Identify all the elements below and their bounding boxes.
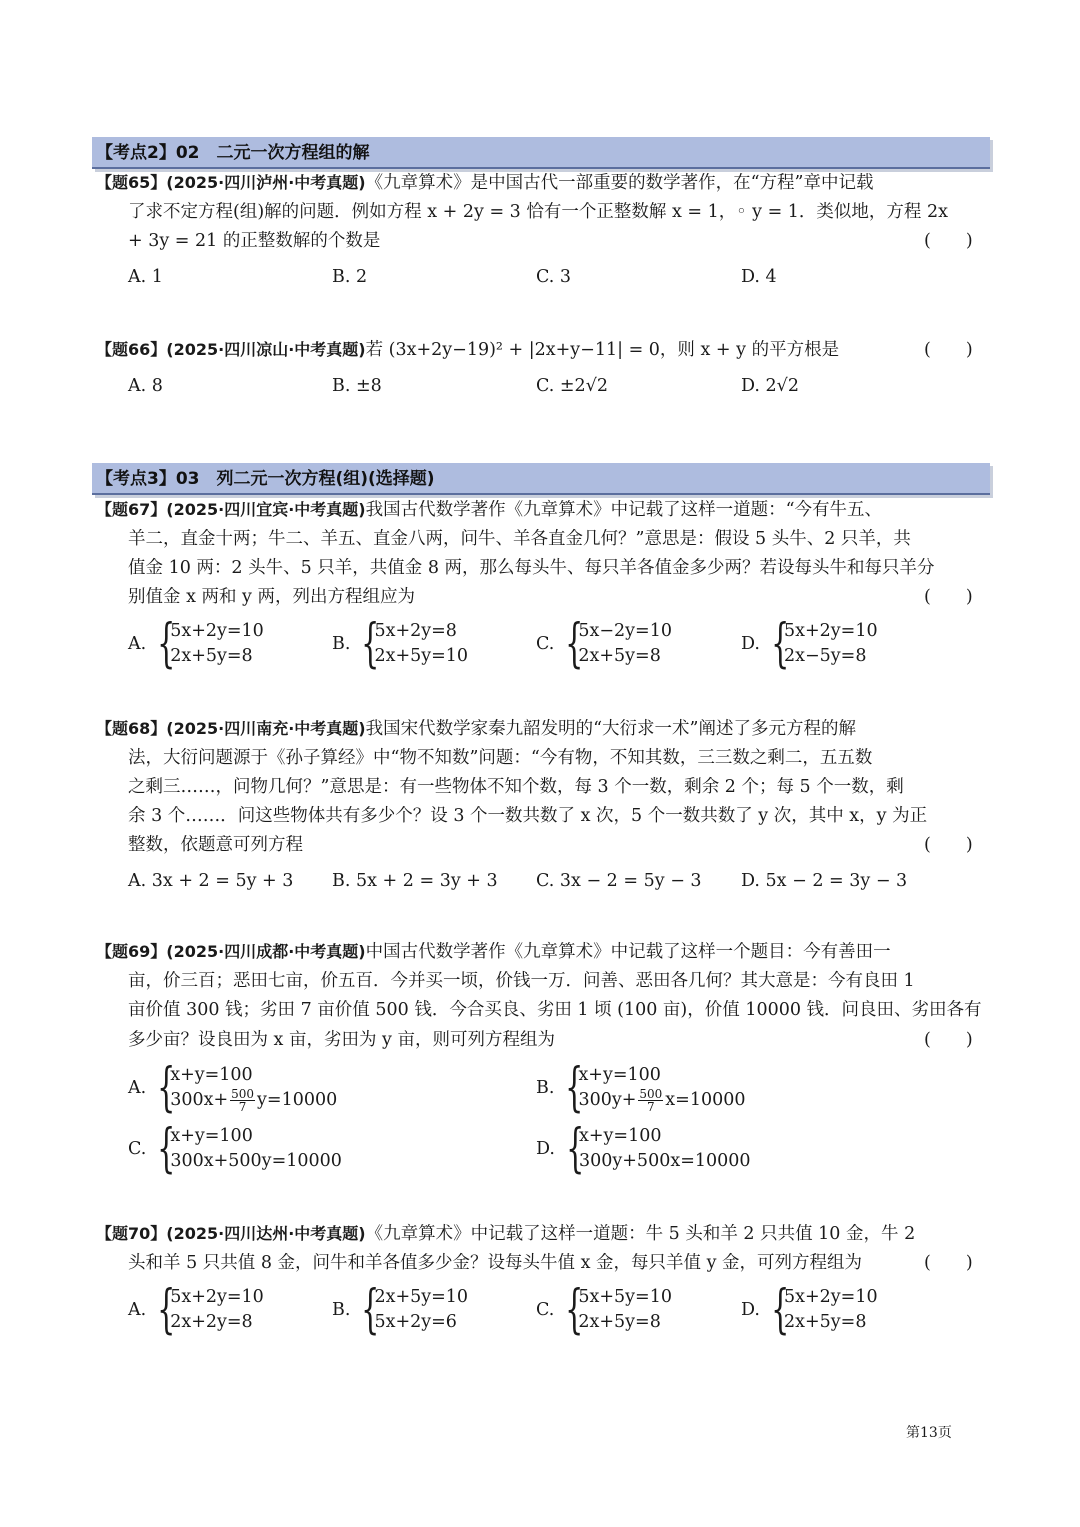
q69-tag: 【题69】(2025·四川成都·中考真题): [96, 942, 366, 961]
q67-option-a: [128, 614, 264, 674]
q70-line-1: [96, 1222, 915, 1246]
equation: 5x+2y=10: [783, 621, 878, 641]
brace-icon: {: [566, 1119, 585, 1179]
equation: 2x+2y=8: [170, 1312, 253, 1332]
q69-line-3: 亩价值 300 钱；劣田 7 亩价值 500 钱．今合买良、劣田 1 顷 (100 亩)，价值 10000 钱．问良田、劣田各有: [128, 1000, 982, 1020]
q66-line-1: [96, 338, 839, 362]
option-label: C.: [128, 1139, 147, 1159]
q66-option-b: B. ±8: [332, 376, 382, 396]
q69-option-d: [536, 1119, 751, 1179]
q70-option-b: [332, 1280, 469, 1340]
q67-line-2: 羊二，直金十两；牛二、羊五、直金八两，问牛、羊各直金几何？”意思是：假设 5 头牛、2 只羊，共: [128, 529, 911, 549]
section-header-3: 【考点3】03 列二元一次方程(组)(选择题): [92, 463, 990, 495]
equation: 5x−2y=10: [578, 621, 672, 641]
q66-option-a: A. 8: [128, 376, 163, 396]
option-label: A.: [128, 1300, 147, 1320]
option-label: A.: [128, 634, 147, 654]
q69-line-1: [96, 940, 891, 964]
option-label: B.: [332, 634, 351, 654]
equation: 300y+500x=10000: [578, 1151, 751, 1171]
q68-line-5: 整数，依题意可列方程: [128, 835, 303, 855]
q70-option-d: [741, 1280, 878, 1340]
equation: x+y=100: [578, 1065, 661, 1085]
q66-option-c: C. ±2√2: [536, 376, 608, 396]
page-number: 第13页: [906, 1425, 952, 1441]
brace-icon: {: [157, 1058, 176, 1118]
answer-paren: ( ): [924, 340, 973, 360]
q66-option-d: D. 2√2: [741, 376, 799, 396]
q67-line-1: [96, 498, 882, 522]
q65-tag: 【题65】(2025·四川泸州·中考真题): [96, 173, 366, 192]
equation: 2x+5y=8: [170, 646, 253, 666]
q69-option-b: [536, 1058, 746, 1118]
q70-option-c: [536, 1280, 672, 1340]
equation: 2x+5y=10: [374, 1287, 469, 1307]
equation: x+y=100: [170, 1126, 253, 1146]
q68-option-c: C. 3x − 2 = 5y − 3: [536, 871, 702, 891]
option-label: D.: [741, 1300, 760, 1320]
equation: 2x+5y=8: [783, 1312, 867, 1332]
option-label: A.: [128, 1078, 147, 1098]
equation: 5x+2y=6: [374, 1312, 457, 1332]
equation: 300x+500y=10000: [170, 1151, 342, 1171]
q67-line-4: 别值金 x 两和 y 两，列出方程组应为: [128, 587, 416, 607]
q65-option-c: C. 3: [536, 267, 572, 287]
brace-icon: {: [565, 1058, 584, 1118]
q68-line-4: 余 3 个……．问这些物体共有多少个？设 3 个一数共数了 x 次，5 个一数共数了 y 次，其中 x，y 为正: [128, 806, 928, 826]
q65-option-a: A. 1: [128, 267, 163, 287]
brace-icon: {: [565, 614, 584, 674]
q65-option-b: B. 2: [332, 267, 368, 287]
q69-option-c: [128, 1119, 342, 1179]
q68-tag: 【题68】(2025·四川南充·中考真题): [96, 719, 366, 738]
fraction: $\frac{500}{7}$: [231, 1087, 255, 1114]
q67-option-b: [332, 614, 469, 674]
answer-paren: ( ): [924, 1253, 973, 1273]
equation: 300x+ $\frac{500}{7}$ y=10000: [170, 1087, 338, 1114]
q68-option-d: D. 5x − 2 = 3y − 3: [741, 871, 908, 891]
q68-line-2: 法，大衍问题源于《孙子算经》中“物不知数”问题：“今有物，不知其数，三三数之剩二，五五数: [128, 748, 873, 768]
equation: 2x+5y=8: [578, 1312, 661, 1332]
q70-tag: 【题70】(2025·四川达州·中考真题): [96, 1224, 366, 1243]
option-label: D.: [741, 634, 760, 654]
section-header-2: 【考点2】02 二元一次方程组的解: [92, 137, 990, 169]
fraction: $\frac{500}{7}$: [639, 1087, 663, 1114]
equation: x+y=100: [170, 1065, 253, 1085]
answer-paren: ( ): [924, 231, 973, 251]
q67-option-c: [536, 614, 672, 674]
equation: 2x−5y=8: [783, 646, 867, 666]
equation: x+y=100: [578, 1126, 662, 1146]
brace-icon: {: [771, 614, 790, 674]
q65-option-d: D. 4: [741, 267, 777, 287]
answer-paren: ( ): [924, 1030, 973, 1050]
q68-text-1: 我国宋代数学家秦九韶发明的“大衍求一术”阐述了多元方程的解: [365, 719, 856, 739]
q66-tag: 【题66】(2025·四川凉山·中考真题): [96, 340, 366, 359]
q68-line-3: 之剩三……，问物几何？”意思是：有一些物体不知个数，每 3 个一数，剩余 2 个；每 5 个一数，剩: [128, 777, 904, 797]
equation: 5x+2y=10: [170, 621, 264, 641]
q69-option-a: [128, 1058, 338, 1118]
brace-icon: {: [361, 614, 380, 674]
brace-icon: {: [361, 1280, 380, 1340]
q68-option-a: A. 3x + 2 = 5y + 3: [128, 871, 294, 891]
q70-option-a: [128, 1280, 264, 1340]
q66-text-1: 若 (3x+2y−19)² + |2x+y−11| = 0，则 x + y 的平方根是: [365, 340, 840, 360]
brace-icon: {: [771, 1280, 790, 1340]
equation: 5x+2y=10: [783, 1287, 878, 1307]
brace-icon: {: [157, 1119, 176, 1179]
equation: 2x+5y=10: [374, 646, 469, 666]
brace-icon: {: [565, 1280, 584, 1340]
equation: 2x+5y=8: [578, 646, 661, 666]
equation: 5x+5y=10: [578, 1287, 672, 1307]
option-label: B.: [332, 1300, 351, 1320]
q69-text-1: 中国古代数学著作《九章算术》中记载了这样一个题目：今有善田一: [365, 942, 891, 962]
q65-line-1: [96, 171, 874, 195]
equation: 5x+2y=10: [170, 1287, 264, 1307]
q65-line-2: 了求不定方程(组)解的问题．例如方程 x + 2y = 3 恰有一个正整数解 x = 1，◦ y = 1．类似地，方程 2x: [128, 202, 948, 222]
option-label: D.: [536, 1139, 555, 1159]
q68-option-b: B. 5x + 2 = 3y + 3: [332, 871, 498, 891]
option-label: C.: [536, 1300, 555, 1320]
q67-option-d: [741, 614, 878, 674]
equation: 300y+ $\frac{500}{7}$ x=10000: [578, 1087, 746, 1114]
q67-text-1: 我国古代数学著作《九章算术》中记载了这样一道题：“今有牛五、: [365, 500, 883, 520]
q69-line-2: 亩，价三百；恶田七亩，价五百．今并买一顷，价钱一万．问善、恶田各几何？其大意是：今有良田 1: [128, 971, 915, 991]
q70-text-1: 《九章算术》中记载了这样一道题：牛 5 头和羊 2 只共值 10 金，牛 2: [365, 1224, 916, 1244]
answer-paren: ( ): [924, 587, 973, 607]
q68-line-1: [96, 717, 856, 741]
equation: 5x+2y=8: [374, 621, 457, 641]
option-label: C.: [536, 634, 555, 654]
option-label: B.: [536, 1078, 555, 1098]
q70-line-2: 头和羊 5 只共值 8 金，问牛和羊各值多少金？设每头牛值 x 金，每只羊值 y 金，可列方程组为: [128, 1253, 863, 1273]
q69-line-4: 多少亩？设良田为 x 亩，劣田为 y 亩，则可列方程组为: [128, 1030, 556, 1050]
answer-paren: ( ): [924, 835, 973, 855]
q65-line-3: + 3y = 21 的正整数解的个数是: [128, 231, 381, 251]
q67-line-3: 值金 10 两：2 头牛、5 只羊，共值金 8 两，那么每头牛、每只羊各值金多少两？若设每头牛和每只羊分: [128, 558, 935, 578]
brace-icon: {: [157, 1280, 176, 1340]
q65-text-1: 《九章算术》是中国古代一部重要的数学著作，在“方程”章中记载: [365, 173, 874, 193]
q67-tag: 【题67】(2025·四川宜宾·中考真题): [96, 500, 366, 519]
brace-icon: {: [157, 614, 176, 674]
